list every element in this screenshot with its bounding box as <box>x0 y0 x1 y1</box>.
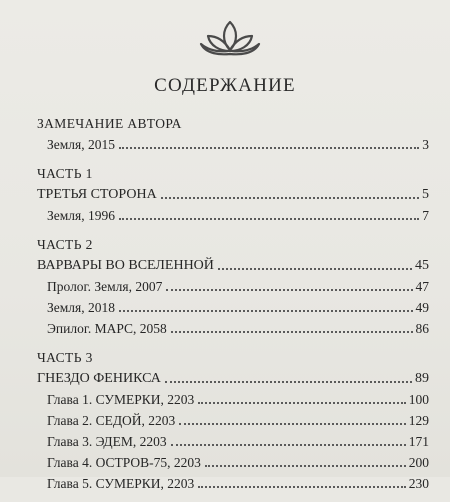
dot-leader <box>179 423 405 425</box>
toc-entry <box>37 368 429 389</box>
toc-entry-title: Земля, 2015 <box>47 137 115 152</box>
dot-leader <box>205 465 406 467</box>
toc-entry <box>37 431 429 452</box>
toc-entry <box>37 205 429 226</box>
toc-section-header: ЧАСТЬ 1 <box>37 166 93 181</box>
dot-leader <box>166 289 412 291</box>
toc-entry-title: Пролог. Земля, 2007 <box>47 279 163 294</box>
dot-leader <box>218 268 412 270</box>
toc-section <box>37 234 429 339</box>
dot-leader <box>119 147 419 149</box>
toc-page-number: 86 <box>415 321 429 336</box>
dot-leader <box>165 381 412 383</box>
toc-page-number: 171 <box>408 434 429 449</box>
toc-entry-title: Глава 1. СУМЕРКИ, 2203 <box>47 392 195 407</box>
dot-leader <box>198 402 406 404</box>
toc-entry <box>37 134 429 155</box>
toc-entry-title: Глава 2. СЕДОЙ, 2203 <box>47 413 176 428</box>
toc-page-number: 47 <box>415 279 429 294</box>
toc-page-number: 7 <box>422 208 429 223</box>
toc-entry <box>37 184 429 205</box>
toc-entry <box>37 318 429 339</box>
toc-entry-title: Глава 5. СУМЕРКИ, 2203 <box>47 476 195 491</box>
toc-entry-title: Эпилог. МАРС, 2058 <box>47 321 167 336</box>
dot-leader <box>119 218 419 220</box>
toc-page-number: 230 <box>408 476 429 491</box>
page-title: СОДЕРЖАНИЕ <box>154 75 296 96</box>
toc-section-header: ЧАСТЬ 3 <box>37 350 93 365</box>
toc-entry <box>37 473 429 494</box>
dot-leader <box>161 197 419 199</box>
table-of-contents <box>37 113 429 502</box>
toc-entry-title: Земля, 2018 <box>47 300 115 315</box>
toc-page-number: 89 <box>415 371 429 386</box>
toc-section <box>37 163 429 226</box>
toc-page-number: 49 <box>415 300 429 315</box>
toc-section-header: ЧАСТЬ 2 <box>37 237 93 252</box>
toc-entry <box>37 297 429 318</box>
dot-leader <box>171 331 413 333</box>
toc-entry-title: Глава 3. ЭДЕМ, 2203 <box>47 434 167 449</box>
toc-page-number: 3 <box>422 137 429 152</box>
toc-section <box>37 113 429 155</box>
toc-section-header: ЗАМЕЧАНИЕ АВТОРА <box>37 116 182 131</box>
toc-entry <box>37 276 429 297</box>
toc-entry <box>37 410 429 431</box>
toc-entry <box>37 255 429 276</box>
dot-leader <box>119 310 413 312</box>
toc-page-number: 5 <box>422 187 429 202</box>
dot-leader <box>171 444 406 446</box>
toc-entry-title: Земля, 1996 <box>47 208 115 223</box>
toc-page-number: 200 <box>408 455 429 470</box>
toc-entry-title: ТРЕТЬЯ СТОРОНА <box>37 187 157 202</box>
dot-leader <box>198 486 406 488</box>
toc-entry <box>37 389 429 410</box>
lotus-icon <box>198 18 262 58</box>
toc-entry-title: Глава 4. ОСТРОВ-75, 2203 <box>47 455 201 470</box>
toc-page-number: 45 <box>415 258 429 273</box>
toc-entry-title: ВАРВАРЫ ВО ВСЕЛЕННОЙ <box>37 258 214 273</box>
toc-entry <box>37 452 429 473</box>
toc-section <box>37 347 429 494</box>
toc-entry-title: ГНЕЗДО ФЕНИКСА <box>37 371 161 386</box>
toc-page-number: 100 <box>408 392 429 407</box>
toc-page-number: 129 <box>408 413 429 428</box>
